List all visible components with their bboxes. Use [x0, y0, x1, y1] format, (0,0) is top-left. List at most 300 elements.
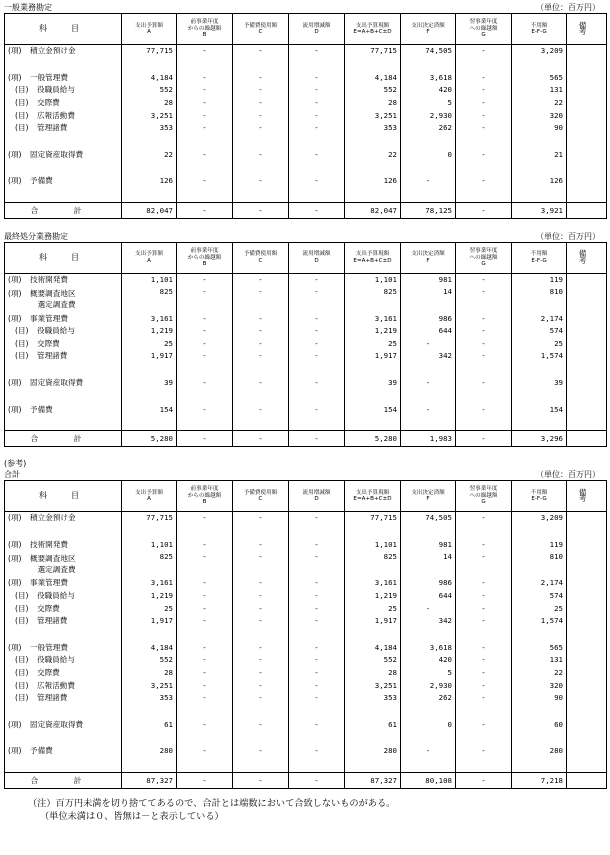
column-header-line: 支出予算現額 — [355, 251, 390, 258]
subject-cell — [5, 72, 122, 85]
value-cell-decided: 644 — [401, 590, 456, 603]
value-cell-unused: 90 — [512, 692, 567, 705]
table-row — [5, 338, 607, 351]
subject-name: 交際費 — [37, 603, 60, 613]
remarks-cell — [567, 84, 607, 97]
value-cell-next_carry: - — [456, 109, 512, 122]
total-row — [5, 430, 607, 446]
spacer-cell — [401, 416, 456, 431]
subject-name: 広報活動費 — [37, 680, 75, 690]
value-cell-next_carry: - — [456, 350, 512, 363]
subject-name: 予備費 — [30, 746, 53, 756]
column-header-line: E-F-G — [531, 257, 547, 264]
value-cell-carryover: - — [177, 286, 233, 312]
value-cell-carryover: - — [177, 338, 233, 351]
value-cell-next_carry: - — [456, 338, 512, 351]
spacer-cell — [345, 416, 401, 431]
spacer-cell — [345, 758, 401, 773]
value-cell-decided: 3,618 — [401, 72, 456, 85]
value-cell-decided: 644 — [401, 325, 456, 338]
spacer-cell — [233, 161, 289, 175]
value-cell-unused: 126 — [512, 175, 567, 188]
spacer-cell — [233, 188, 289, 203]
column-header-line: E=A+B+C±D — [353, 257, 392, 264]
value-cell-budget_total: 1,917 — [345, 615, 401, 628]
remarks-cell — [567, 109, 607, 122]
spacer-cell — [345, 363, 401, 377]
column-header-subject: 科 目 — [5, 14, 122, 45]
remarks-cell — [567, 641, 607, 654]
value-cell-transfer: - — [289, 312, 345, 325]
spacer-cell — [401, 389, 456, 403]
subject-category: (項) — [8, 176, 22, 186]
value-cell-next_carry: - — [456, 97, 512, 110]
column-header-line: 翌事業年度 — [469, 19, 498, 26]
subject-name: 役職員給与 — [37, 85, 75, 95]
table-row — [5, 273, 607, 286]
total-cell-reserve: - — [233, 772, 289, 788]
subject-cell — [5, 109, 122, 122]
spacer-cell — [5, 161, 122, 175]
column-header-transfer — [289, 242, 345, 273]
value-cell-transfer: - — [289, 72, 345, 85]
subject-cell — [5, 718, 122, 731]
spacer-cell — [345, 525, 401, 539]
total-cell-budget_total: 87,327 — [345, 772, 401, 788]
table-row — [5, 149, 607, 162]
spacer-cell — [456, 758, 512, 773]
remarks-cell — [567, 175, 607, 188]
spacer-cell — [5, 389, 122, 403]
value-cell-unused: 90 — [512, 122, 567, 135]
value-cell-budget_total: 4,184 — [345, 72, 401, 85]
column-header-line: 支出予算額 — [135, 489, 163, 496]
document-page — [4, 2, 610, 823]
remarks-cell — [567, 551, 607, 577]
value-cell-next_carry: - — [456, 122, 512, 135]
value-cell-transfer: - — [289, 602, 345, 615]
column-header-decided — [401, 14, 456, 45]
spacer-cell — [289, 389, 345, 403]
indent-space — [30, 300, 38, 309]
value-cell-carryover: - — [177, 590, 233, 603]
value-cell-unused: 154 — [512, 403, 567, 416]
table-row — [5, 641, 607, 654]
total-label: 合 計 — [5, 772, 122, 788]
total-label: 合 計 — [5, 202, 122, 218]
value-cell-budget: 1,219 — [122, 325, 177, 338]
table-row — [5, 539, 607, 552]
spacer-cell — [177, 389, 233, 403]
value-cell-budget: 3,161 — [122, 577, 177, 590]
subject-name: 交際費 — [37, 98, 60, 108]
subject-category: (項) — [8, 642, 22, 652]
value-cell-next_carry: - — [456, 641, 512, 654]
remarks-cell — [567, 511, 607, 524]
value-cell-carryover: - — [177, 350, 233, 363]
spacer-cell — [122, 363, 177, 377]
value-cell-next_carry: - — [456, 312, 512, 325]
total-cell-unused: 3,921 — [512, 202, 567, 218]
value-cell-reserve: - — [233, 286, 289, 312]
value-cell-reserve: - — [233, 615, 289, 628]
value-cell-next_carry: - — [456, 286, 512, 312]
value-cell-carryover: - — [177, 602, 233, 615]
column-header-line: D — [314, 257, 319, 264]
value-cell-reserve: - — [233, 338, 289, 351]
subject-cell — [5, 539, 122, 552]
value-cell-decided: 420 — [401, 84, 456, 97]
value-cell-next_carry: - — [456, 84, 512, 97]
value-cell-budget: 28 — [122, 667, 177, 680]
subject-name: 概要調査地区 — [30, 289, 76, 299]
subject-name-line2: 選定調査費 — [37, 565, 76, 575]
subject-name: 固定資産取得費 — [30, 149, 84, 159]
value-cell-budget: 39 — [122, 377, 177, 390]
subject-cell — [5, 615, 122, 628]
section-title: 一般業務勘定 — [4, 3, 52, 12]
subject-name: 固定資産取得費 — [30, 378, 84, 388]
spacer-cell — [5, 58, 122, 72]
spacer-cell — [177, 58, 233, 72]
header-row — [5, 14, 607, 45]
remarks-cell — [567, 45, 607, 58]
spacer-cell — [345, 627, 401, 641]
column-header-carryover — [177, 14, 233, 45]
value-cell-decided: 74,505 — [401, 511, 456, 524]
spacer-cell — [177, 416, 233, 431]
remarks-cell — [567, 403, 607, 416]
subject-name: 技術開発費 — [30, 275, 68, 285]
value-cell-next_carry: - — [456, 590, 512, 603]
value-cell-budget_total: 25 — [345, 602, 401, 615]
value-cell-budget_total: 77,715 — [345, 45, 401, 58]
total-row — [5, 772, 607, 788]
subject-category: (目) — [15, 693, 29, 703]
column-header-budget_total — [345, 242, 401, 273]
subject-category: (項) — [8, 313, 22, 323]
subject-category: (目) — [15, 110, 29, 120]
spacer-cell — [401, 58, 456, 72]
spacer-cell — [401, 525, 456, 539]
section-title: 合計 — [4, 469, 20, 479]
column-header-line: E-F-G — [531, 29, 547, 35]
spacer-cell — [567, 363, 607, 377]
value-cell-decided: 3,618 — [401, 641, 456, 654]
column-header-line: 流用増減額 — [302, 22, 331, 29]
subject-cell — [5, 654, 122, 667]
value-cell-decided: 74,505 — [401, 45, 456, 58]
subject-category: (目) — [15, 616, 29, 626]
subject-category: (項) — [8, 275, 22, 285]
column-header-line: 流用増減額 — [302, 251, 331, 258]
spacer-cell — [512, 704, 567, 718]
value-cell-budget: 353 — [122, 692, 177, 705]
table-row — [5, 551, 607, 577]
table-row — [5, 590, 607, 603]
remarks-cell — [567, 97, 607, 110]
total-cell-carryover: - — [177, 430, 233, 446]
spacer-cell — [5, 704, 122, 718]
spacer-cell — [5, 416, 122, 431]
remarks-cell — [567, 72, 607, 85]
value-cell-unused: 39 — [512, 377, 567, 390]
budget-table — [4, 13, 610, 219]
spacer-cell — [456, 188, 512, 203]
remarks-cell — [567, 654, 607, 667]
value-cell-decided: - — [401, 745, 456, 758]
value-cell-reserve: - — [233, 745, 289, 758]
value-cell-unused: 1,574 — [512, 615, 567, 628]
remarks-cell — [567, 577, 607, 590]
spacer-row — [5, 135, 607, 149]
spacer-cell — [122, 135, 177, 149]
remarks-cell — [567, 430, 607, 446]
value-cell-budget_total: 4,184 — [345, 641, 401, 654]
column-header-line: からの繰越額 — [187, 492, 222, 499]
value-cell-transfer: - — [289, 350, 345, 363]
column-header-carryover — [177, 242, 233, 273]
subject-name: 一般管理費 — [30, 72, 68, 82]
spacer-row — [5, 58, 607, 72]
subject-category: (項) — [8, 378, 22, 388]
value-cell-unused: 119 — [512, 539, 567, 552]
value-cell-reserve: - — [233, 45, 289, 58]
spacer-cell — [345, 731, 401, 745]
column-header-line: G — [481, 260, 486, 267]
value-cell-next_carry: - — [456, 667, 512, 680]
column-header-line: C — [258, 29, 263, 35]
spacer-row — [5, 731, 607, 745]
value-cell-carryover: - — [177, 745, 233, 758]
subject-cell — [5, 286, 122, 312]
total-cell-unused: 7,218 — [512, 772, 567, 788]
subject-category: (目) — [15, 680, 29, 690]
spacer-cell — [5, 135, 122, 149]
column-header-line: 翌事業年度 — [469, 248, 498, 255]
value-cell-budget: 825 — [122, 551, 177, 577]
table-row — [5, 692, 607, 705]
value-cell-transfer: - — [289, 654, 345, 667]
subject-cell — [5, 45, 122, 58]
column-header-line: A — [147, 257, 151, 264]
value-cell-next_carry: - — [456, 654, 512, 667]
remarks-cell — [567, 692, 607, 705]
subject-name-wrap — [30, 553, 76, 575]
value-cell-decided: - — [401, 377, 456, 390]
spacer-cell — [5, 758, 122, 773]
value-cell-budget: 353 — [122, 122, 177, 135]
value-cell-unused: 25 — [512, 602, 567, 615]
table-row — [5, 109, 607, 122]
value-cell-budget_total: 280 — [345, 745, 401, 758]
value-cell-decided: - — [401, 403, 456, 416]
subject-category: (目) — [15, 667, 29, 677]
total-cell-budget: 5,280 — [122, 430, 177, 446]
value-cell-decided: - — [401, 175, 456, 188]
remarks-cell — [567, 202, 607, 218]
spacer-cell — [289, 363, 345, 377]
value-cell-carryover: - — [177, 325, 233, 338]
column-header-line: E-F-G — [531, 495, 547, 502]
spacer-cell — [512, 525, 567, 539]
remarks-cell — [567, 602, 607, 615]
spacer-cell — [512, 389, 567, 403]
spacer-cell — [233, 627, 289, 641]
value-cell-budget: 1,917 — [122, 350, 177, 363]
value-cell-carryover: - — [177, 641, 233, 654]
value-cell-decided: 262 — [401, 692, 456, 705]
spacer-row — [5, 188, 607, 203]
value-cell-decided: 262 — [401, 122, 456, 135]
value-cell-budget_total: 3,251 — [345, 679, 401, 692]
spacer-row — [5, 161, 607, 175]
spacer-row — [5, 758, 607, 773]
spacer-cell — [456, 161, 512, 175]
value-cell-reserve: - — [233, 122, 289, 135]
subject-cell — [5, 325, 122, 338]
value-cell-reserve: - — [233, 551, 289, 577]
footnote-line: （注）百万円未満を切り捨ててあるので、合計とは端数において合致しないものがある。 — [28, 797, 396, 809]
value-cell-reserve: - — [233, 654, 289, 667]
spacer-cell — [177, 525, 233, 539]
spacer-cell — [512, 161, 567, 175]
value-cell-carryover: - — [177, 551, 233, 577]
value-cell-unused: 320 — [512, 109, 567, 122]
column-header-line: 不用額 — [530, 489, 548, 496]
value-cell-carryover: - — [177, 654, 233, 667]
column-header-line: A — [147, 495, 151, 502]
section-spacer — [4, 219, 606, 231]
value-cell-decided: 14 — [401, 551, 456, 577]
total-cell-next_carry: - — [456, 430, 512, 446]
value-cell-budget_total: 77,715 — [345, 511, 401, 524]
remarks-cell — [567, 615, 607, 628]
column-header-line: B — [202, 32, 207, 39]
subject-name: 積立金預け金 — [30, 513, 76, 523]
value-cell-carryover: - — [177, 84, 233, 97]
remarks-cell — [567, 325, 607, 338]
subject-cell — [5, 511, 122, 524]
value-cell-transfer: - — [289, 590, 345, 603]
value-cell-budget: 154 — [122, 403, 177, 416]
value-cell-decided: 5 — [401, 667, 456, 680]
column-header-line: 支出予算現額 — [355, 489, 390, 496]
value-cell-reserve: - — [233, 590, 289, 603]
value-cell-budget_total: 154 — [345, 403, 401, 416]
column-header-next_carry — [456, 14, 512, 45]
spacer-cell — [122, 188, 177, 203]
subject-name: 予備費 — [30, 404, 53, 414]
spacer-cell — [567, 525, 607, 539]
value-cell-transfer: - — [289, 97, 345, 110]
column-header-line: F — [426, 29, 430, 35]
spacer-cell — [122, 389, 177, 403]
value-cell-budget_total: 3,251 — [345, 109, 401, 122]
value-cell-decided: - — [401, 602, 456, 615]
spacer-cell — [567, 416, 607, 431]
value-cell-transfer: - — [289, 511, 345, 524]
spacer-cell — [401, 704, 456, 718]
column-header-line: 支出予算現額 — [355, 22, 390, 29]
value-cell-decided: 14 — [401, 286, 456, 312]
table-row — [5, 377, 607, 390]
value-cell-unused: 131 — [512, 654, 567, 667]
subject-name: 交際費 — [37, 338, 60, 348]
table-row — [5, 718, 607, 731]
value-cell-unused: 810 — [512, 286, 567, 312]
value-cell-reserve: - — [233, 97, 289, 110]
value-cell-budget: 552 — [122, 654, 177, 667]
footnote-line: （単位未満は０、皆無は－と表示している） — [40, 810, 224, 822]
table-row — [5, 312, 607, 325]
table-row — [5, 84, 607, 97]
total-cell-carryover: - — [177, 202, 233, 218]
table-row — [5, 667, 607, 680]
table-row — [5, 602, 607, 615]
remarks-cell — [567, 350, 607, 363]
column-header-line: 前事業年度 — [190, 486, 219, 493]
value-cell-budget: 4,184 — [122, 641, 177, 654]
spacer-cell — [289, 58, 345, 72]
spacer-cell — [122, 758, 177, 773]
value-cell-unused: 565 — [512, 72, 567, 85]
value-cell-budget: 77,715 — [122, 45, 177, 58]
value-cell-reserve: - — [233, 718, 289, 731]
spacer-cell — [456, 731, 512, 745]
spacer-cell — [5, 363, 122, 377]
value-cell-carryover: - — [177, 692, 233, 705]
value-cell-transfer: - — [289, 109, 345, 122]
remarks-cell — [567, 679, 607, 692]
spacer-cell — [456, 135, 512, 149]
subject-category: (目) — [15, 326, 29, 336]
value-cell-reserve: - — [233, 325, 289, 338]
column-header-remarks: 備 考 — [567, 14, 607, 45]
value-cell-carryover: - — [177, 72, 233, 85]
value-cell-budget_total: 1,917 — [345, 350, 401, 363]
column-header-line: 流用増減額 — [302, 489, 331, 496]
column-header-reserve — [233, 242, 289, 273]
value-cell-budget_total: 1,101 — [345, 273, 401, 286]
subject-category: (項) — [8, 746, 22, 756]
subject-category: (目) — [15, 351, 29, 361]
section-title: 最終処分業務勘定 — [4, 231, 68, 241]
value-cell-unused: 320 — [512, 679, 567, 692]
spacer-cell — [512, 416, 567, 431]
value-cell-reserve: - — [233, 403, 289, 416]
subject-name: 交際費 — [37, 667, 60, 677]
section-header — [4, 231, 606, 242]
column-header-decided — [401, 480, 456, 511]
value-cell-next_carry: - — [456, 403, 512, 416]
value-cell-next_carry: - — [456, 72, 512, 85]
value-cell-next_carry: - — [456, 602, 512, 615]
subject-name: 管理諸費 — [37, 351, 68, 361]
column-header-budget_total — [345, 480, 401, 511]
value-cell-decided: 0 — [401, 718, 456, 731]
column-header-transfer — [289, 480, 345, 511]
value-cell-reserve: - — [233, 273, 289, 286]
value-cell-unused: 60 — [512, 718, 567, 731]
value-cell-budget_total: 126 — [345, 175, 401, 188]
value-cell-budget: 1,917 — [122, 615, 177, 628]
subject-cell — [5, 97, 122, 110]
spacer-cell — [567, 135, 607, 149]
spacer-cell — [5, 627, 122, 641]
value-cell-carryover: - — [177, 45, 233, 58]
value-cell-budget: 825 — [122, 286, 177, 312]
